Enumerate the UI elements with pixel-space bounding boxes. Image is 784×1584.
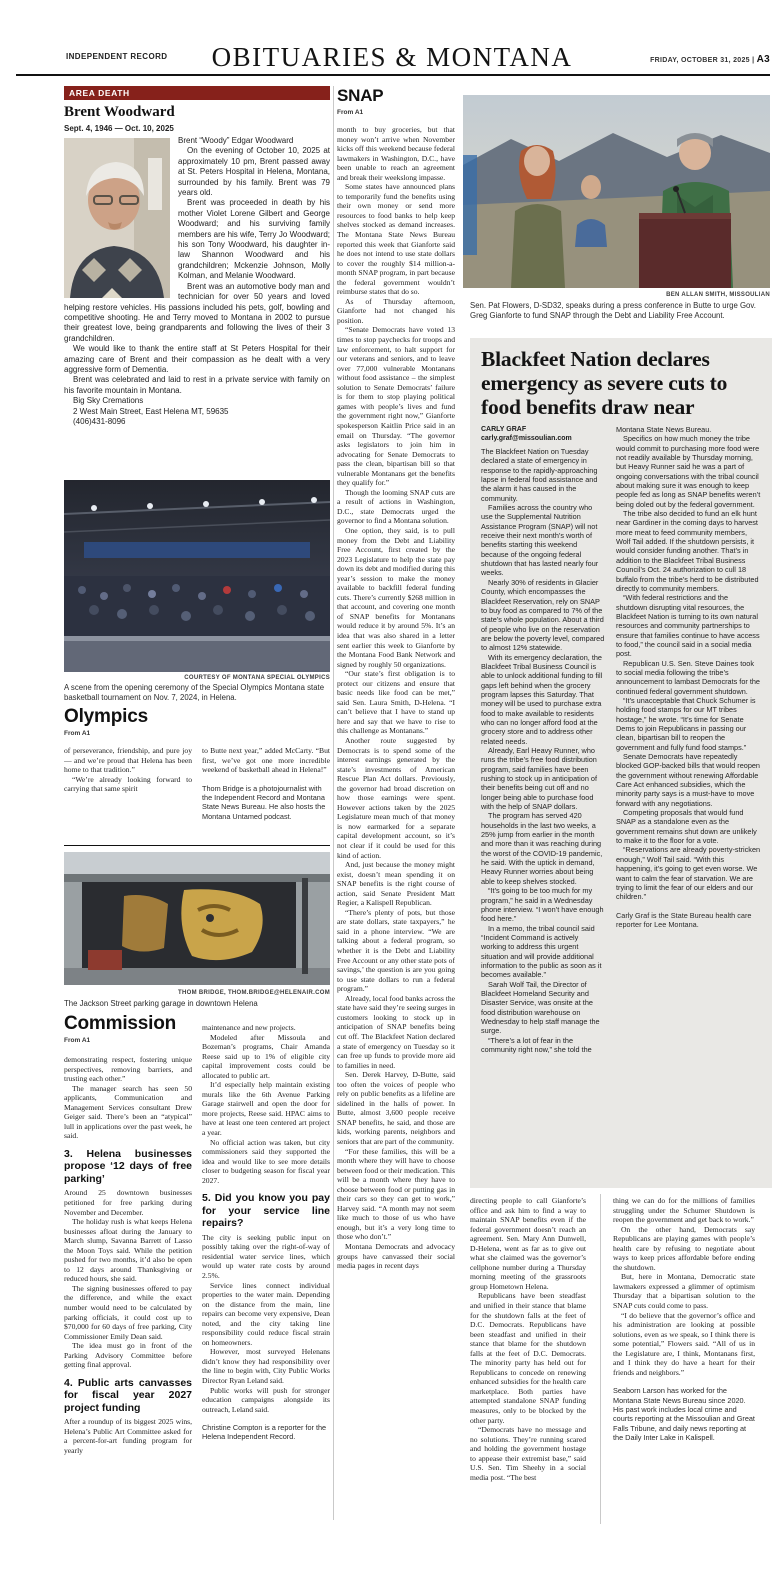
- mural-credit: THOM BRIDGE, THOM.BRIDGE@HELENAIR.COM: [178, 990, 330, 996]
- paragraph: Senate Democrats have repeatedly blocked GOP-backed bills that would reopen the government without renewing Affordable Care Act enhanced subsidies, which the minority party says is a must-have to move forward with any negotiations.: [616, 752, 760, 808]
- paragraph: Public works will push for stronger education campaigns alongside its outreach, Leland said.: [202, 1385, 330, 1414]
- paragraph: “It’s going to be too much for my program,” he said in a Wednesday phone interview. “I won’t have enough food here.”: [481, 886, 604, 924]
- paragraph: “There’s a lot of fear in the community right now,” she told the: [481, 1035, 592, 1054]
- olympics-col1: [64, 746, 192, 842]
- obituary-name: Brent Woodward: [64, 104, 175, 120]
- olympics-tagline: Thom Bridge is a photojournalist with the Independent Record and Montana State News Bureau. He also hosts the Montana Untamed podcast.: [202, 783, 326, 821]
- paragraph: Though the looming SNAP cuts are a result of actions in Washington, D.C., state Democrats urged the governor to find a Montana solution.: [337, 487, 455, 526]
- paragraph: The holiday rush is what keeps Helena businesses afloat during the January to March slump, Savanna Barrett of Lasso the Moon Toys said. While the petition pushed for two months, it’d also be open to 12 days around Thanksgiving or reduced hours, she said.: [64, 1217, 192, 1284]
- paragraph: “We’re already looking forward to carrying that same spirit: [64, 774, 192, 794]
- press-photo-caption: Sen. Pat Flowers, D-SD32, speaks during a press conference in Butte to urge Gov. Greg Gianforte to fund SNAP through the Debt and Liability Free Account.: [470, 301, 756, 320]
- paragraph: “It’s unacceptable that Chuck Schumer is holding food stamps for our MT tribes hostage,” he wrote. “It’s time for Senate Dems to join Republicans in passing our clean, bipartisan bill to reopen the government and fully fund food stamps.”: [616, 695, 756, 752]
- paragraph: “Our state’s first obligation is to protect our citizens and ensure that basic needs like food can be met,” said Sen. Laura Smith, D-Helena. “I can’t believe that I have to stand up here and say that we have to rise to this challenge as Montanans.”: [337, 669, 455, 736]
- paragraph: 2 West Main Street, East Helena MT, 59635: [73, 406, 229, 416]
- paragraph: “I do believe that the governor’s office and his administration are looking at possible solutions, even as we speak, so I think there is some potential,” Flowers said. “All of us in the Legislature are, I think, Montanans first, and I think they do have a heart for their friends and neighbors.”: [613, 1310, 755, 1377]
- press-conference-photo: [463, 95, 770, 288]
- paragraph: However, most surveyed Helenans didn’t know they had responsibility over the line to begin with, City Public Works Director Ryan Leland said.: [202, 1347, 330, 1385]
- blackfeet-col1-text: [481, 447, 605, 1149]
- special-olympics-caption: A scene from the opening ceremony of the Special Olympics Montana state basketball tournament on Nov. 7, 2024, in Helena.: [64, 683, 325, 702]
- mural-photo: [64, 852, 330, 985]
- press-photo-credit: BEN ALLAN SMITH, MISSOULIAN: [666, 292, 770, 298]
- paragraph: maintenance and new projects.: [202, 1023, 296, 1032]
- snap-continued: From A1: [337, 109, 364, 116]
- paragraph: The idea must go in front of the Parking Advisory Committee before getting final approval.: [64, 1341, 192, 1370]
- paragraph: Already, Earl Heavy Runner, who runs the tribe’s free food distribution program, said families have been rushing to stock up in anticipation of their benefits being cut off and no longer being able to purchase food with the help of SNAP dollars.: [481, 746, 598, 812]
- subheading: 3. Helena businesses propose ‘12 days of free parking’: [64, 1147, 192, 1185]
- paragraph: One option, they said, is to pull money from the Debt and Liability Free Account, first created by the 2023 Legislature to help the state pay down its debt and modified during this year’s session to make the money available to backfill federal funding cuts. There’s currently $268 million in that account, and covering one month of SNAP benefits for Montanans would reduce it by around 5%. It’s an idea that was also shared in a letter sent earlier this week to Gianforte by the Montana Food Bank Network and signed by roughly 50 organizations.: [337, 525, 455, 669]
- paragraph: The program has served 420 households in the last two weeks, a 25% jump from earlier in the month and more than it was reaching during the worst of the COVID-19 pandemic, he said. With the uptick in demand, Heavy Runner worries about being able to keep shelves stocked.: [481, 811, 603, 886]
- snap-tagline: Seaborn Larson has worked for the Montana State News Bureau since 2020. His past work includes local crime and courts reporting at the Missoulian and Great Falls Tribune, and daily news reporting at the Daily Inter Lake in Kalispell.: [613, 1386, 755, 1442]
- paragraph: As of Thursday afternoon, Gianforte had not changed his position.: [337, 296, 455, 325]
- page-number: A3: [756, 54, 770, 65]
- obituary-body: [64, 136, 330, 474]
- paragraph: month to buy groceries, but that money won’t arrive when November kicks off this weekend because federal lawmakers in Washington, D.C., have been unable to reach an agreement and break their weekslong impasse.: [337, 125, 455, 182]
- snap-col1-text: [337, 125, 455, 1271]
- section-title: OBITUARIES & MONTANA: [211, 42, 573, 72]
- paragraph: And, just because the money might exist, doesn’t mean spending it on SNAP benefits is the right course of action, said Senate President Matt Regier, a Kalispell Republican.: [337, 860, 455, 908]
- obituary-dates: Sept. 4, 1946 — Oct. 10, 2025: [64, 124, 174, 133]
- paragraph: In a memo, the tribal council said “Incident Command is actively working to address this urgent situation and will provide additional information to the public as soon as it becomes available.”: [481, 923, 602, 980]
- paragraph: On the other hand, Democrats say Republicans are playing games with people’s health care by refusing to negotiate about ways to keep prices affordable before ending the shutdown.: [613, 1224, 755, 1272]
- column-divider: [333, 86, 334, 1520]
- paragraph: It’d especially help maintain existing murals like the 6th Avenue Parking Garage stairwell and open the door for more projects, Reese said. HPAC aims to have at least one teen centered art project a year.: [202, 1080, 330, 1138]
- paragraph: No official action was taken, but city commissioners said they supported the idea and would like to see more details closer to budgeting season for fiscal year 2027.: [202, 1137, 330, 1185]
- commission-col2: [202, 1023, 330, 1583]
- paragraph: Brent was proceeded in death by his mother Violet Lorene Gilbert and George Woodward; and his surviving family members are his wife, Terry Jo Woodward; his son Tony Woodward, his daughter in-law Shannon Woodward and his grandchildren; Mckenzie Johnson, Molly Kolman, and Melanie Woodward.: [178, 198, 330, 281]
- commission-col1: [64, 1055, 192, 1583]
- olympics-col2: [202, 746, 330, 842]
- paragraph: “There’s plenty of pots, but those are state dollars, state taxpayers,” he said in a phone interview. “We are talking about a federal program, so whether it is the Debt and Liability Free Account or any other state pots of savings,’ the question is are you going to use state dollars to run a federal program.”: [337, 907, 455, 994]
- paragraph: Families across the country who use the Supplemental Nutrition Assistance Program (SNAP) will not receive their next month’s worth of benefits starting this weekend because of the ongoing federal shutdown that has lasted nearly four weeks.: [481, 503, 599, 578]
- obituary-photo: [64, 138, 170, 298]
- paragraph: to Butte next year,” added McCarty. “But first, we’ve got one more incredible weekend of basketball ahead in Helena!”: [202, 746, 330, 775]
- blackfeet-col1: [481, 425, 605, 1149]
- paragraph: Nearly 30% of residents in Glacier County, which encompasses the Blackfeet Reservation, rely on SNAP to buy food as compared to 7% of the state’s whole population. About a third of people who live on the reservation are below the poverty level, compared to almost 12% statewide.: [481, 577, 605, 653]
- paragraph: directing people to call Gianforte’s office and ask him to find a way to maintain SNAP benefits even if the federal government doesn’t reach an agreement. Sen. Mary Ann Dunwell, D-Helena, went as far as to give out what she claimed was the governor’s cellphone number during a Thursday morning meeting of the grassroots group Hometown Helena.: [470, 1196, 586, 1291]
- paragraph: Brent was an automotive body man and technician for over 50 years and loved helping restore vehicles. His passions included his pets, golf, bowling and competitive shooting. He and Terry moved to Montana in 2002 to pursue their greatest love, being grandparents and following the lives of their 3 grandchildren.: [64, 281, 330, 343]
- paragraph: After a roundup of its biggest 2025 wins, Helena’s Public Art Committee asked for a percent-for-art funding program for yearly: [64, 1417, 192, 1455]
- paragraph: Brent was celebrated and laid to rest in a private service with family on his favorite mountain in Montana.: [64, 375, 330, 395]
- olympics-heading: Olympics: [64, 706, 148, 727]
- special-olympics-photo: [64, 480, 330, 672]
- paragraph: The signing businesses offered to pay the difference, and while the exact number would need to be calculated by parking officials, it could cost up to $70,000 for 60 days of free parking, City Commissioner Emily Dean said.: [64, 1283, 192, 1341]
- blackfeet-col2-text: [616, 425, 761, 902]
- paragraph: thing we can do for the millions of families struggling under the Schumer Shutdown is reopen the government and get back to work.”: [613, 1196, 755, 1225]
- mural-caption: The Jackson Street parking garage in downtown Helena: [64, 999, 258, 1008]
- paragraph: “Reservations are already poverty-stricken enough,” Wolf Tail said. “With this happening, it’s going to get even worse. We want to calm the fear of starvation. We are trying to limit the fear of our elders and our children.”: [616, 845, 761, 902]
- paragraph: “For these families, this will be a month where they will have to choose between food or their medication. This will be a month where they have to choose between food or putting gas in their cars so they can get to work,” Harvey said. “A month may not seem like much to those of us who have enough, but it’s a very long time to those who don’t.”: [337, 1146, 455, 1242]
- paragraph: (406)431-8096: [73, 416, 126, 426]
- date-text: FRIDAY, OCTOBER 31, 2025 |: [650, 57, 755, 64]
- paragraph: Montana Democrats and advocacy groups have canvassed their social media pages in recent days: [337, 1241, 455, 1271]
- blackfeet-col2: [616, 425, 761, 1149]
- blackfeet-byline-email: carly.graf@missoulian.com: [481, 435, 572, 442]
- paragraph: Around 25 downtown businesses petitioned for free parking during November and December.: [64, 1188, 192, 1217]
- paragraph: Republicans have been steadfast and unified in their stance that blame for the shutdown falls at the feet of D.C. Democrats. Republicans have been steadfast and unified in their stance that blame for the shutdown falls at the feet of D.C. Democrats. The minority party has held out for Republicans to concede on renewing enhanced subsidies for the health care marketplace. Both parties have attempted standalone SNAP funding measures, only to be blocked by the other party.: [470, 1291, 586, 1425]
- olympics-continued: From A1: [64, 730, 91, 737]
- blackfeet-tagline: Carly Graf is the State Bureau health care reporter for Lee Montana.: [616, 910, 752, 929]
- blackfeet-article-box: [470, 338, 772, 1188]
- commission-col2-text: [202, 1023, 330, 1414]
- portrait-image: [64, 138, 170, 298]
- paragraph: Some states have announced plans to temporarily fund the benefits using their own money or send more resources to food banks to help keep shelves stocked as demand increases. The Montana State News Bureau reported this week that Gianforte said he does not intend to use state dollars to cover the roughly $14 million-a-month SNAP program, in part because the federal government wouldn’t reimburse states that do so.: [337, 182, 455, 297]
- paragraph: Big Sky Cremations: [73, 396, 144, 406]
- column-divider: [600, 1194, 601, 1524]
- paragraph: Sarah Wolf Tail, the Director of Blackfeet Homeland Security and Disaster Service, was onsite at the food distribution warehouse on Wednesday to help staff manage the surge.: [481, 979, 600, 1036]
- paragraph: “Senate Democrats have voted 13 times to stop paychecks for troops and law enforcement, to halt support for our veterans and seniors, and to leave over 77,000 vulnerable Montanans without food assistance – the simplest solution to Senate Democrats’ failure is for them to stop playing political games with people’s lives and fund the government right now,” Gianforte spokesperson Kaitlin Price said in an email on Thursday. “The governor asks legislators to join him in advocating for Senate Democrats to pass the clean, bipartisan bill so that vulnerable Montanans get the benefits they qualify for.”: [337, 325, 455, 488]
- commission-tagline: Christine Compton is a reporter for the Helena Independent Record.: [202, 1423, 327, 1442]
- area-death-label: AREA DEATH: [64, 86, 330, 100]
- paragraph: Republican U.S. Sen. Steve Daines took to social media following the tribe’s announcement to lambast Democrats for the continued federal government shutdown.: [616, 658, 760, 696]
- paragraph: Another route suggested by Democrats is to spend some of the interest earnings generated by the state’s investments of American Rescue Plan Act dollars. Previously, the governor had broad discretion on how those earnings were spent. However actions taken by the 2025 Legislature mean much of that money is now earmarked for a separate capital development account, so it’s not clear if it could be used for this kind of action.: [337, 736, 455, 860]
- paragraph: “With federal restrictions and the shutdown disrupting vital resources, the Blackfeet Nation is turning to its own natural resources and community partnerships to ensure that families continue to have access to food,” the council said in a social media post.: [616, 593, 760, 659]
- date-and-page: [650, 54, 770, 65]
- paragraph: Already, local food banks across the state have said they’re seeing surges in customers looking to stock up in anticipation of SNAP benefits being cut off. The Blackfeet Nation declared a state of emergency on Tuesday so it can free up funds to provide more aid to families in need.: [337, 993, 455, 1070]
- special-olympics-credit: COURTESY OF MONTANA SPECIAL OLYMPICS: [184, 675, 330, 681]
- paragraph: We would like to thank the entire staff at St Peters Hospital for their amazing care of Brent and their compassion as he dealt with a very aggressive form of Dementia.: [64, 344, 330, 374]
- paragraph: The Blackfeet Nation on Tuesday declared a state of emergency in response to the rapidly-approaching lapse in federal food assistance and the alarm it has caused in the community.: [481, 447, 598, 503]
- paragraph: Specifics on how much money the tribe would commit to purchasing more food were not readily available by Thursday morning, but Heavy Runner said he was a part of ongoing conversations with the tribal council about making sure it was enough to keep people fed as long as SNAP benefits weren’t being doled out by the federal government.: [616, 434, 761, 509]
- paragraph: Sen. Derek Harvey, D-Butte, said too often the voices of people who rely on public benefits as a lifeline are sidelined in the halls of power. In Butte, almost 3,600 people receive SNAP benefits, he said, and those are kids, working parents, neighbors and seniors that are part of the community.: [337, 1070, 455, 1146]
- paragraph: But, here in Montana, Democratic state lawmakers expressed a glimmer of optimism Thursday that a bipartisan solution to the SNAP cuts could come to pass.: [613, 1272, 755, 1311]
- blackfeet-headline: Blackfeet Nation declares emergency as severe cuts to food benefits draw near: [481, 347, 728, 419]
- commission-heading: Commission: [64, 1013, 177, 1034]
- snap-col3: [613, 1196, 755, 1524]
- snap-col3-text: [613, 1196, 755, 1377]
- paragraph: Montana State News Bureau.: [616, 425, 712, 434]
- subheading: 5. Did you know you pay for your service line repairs?: [202, 1192, 330, 1230]
- blackfeet-byline: CARLY GRAF: [481, 426, 527, 433]
- paragraph: Competing proposals that would fund SNAP as a standalone even as the government remains shut down are unlikely to make it to the floor for a vote.: [616, 808, 757, 846]
- olympics-col2-text: [202, 746, 330, 775]
- snap-col2: [470, 1196, 586, 1524]
- paragraph: The city is seeking public input on possibly taking over the right-of-way of residential water service lines, which would up water rate costs by around 2.5%.: [202, 1232, 330, 1280]
- paragraph: With its emergency declaration, the Blackfeet Tribal Business Council is able to unlock additional funding to fill gaps left behind when the grocery program lapses this Saturday. That money will be used to purchase extra food to make available to residents who can no longer afford food at the grocery store and to address other related needs.: [481, 652, 603, 746]
- paragraph: Modeled after Missoula and Bozeman’s programs, Chair Amanda Reese said up to 1% of eligible city capital improvement costs could be allocated to public art.: [202, 1032, 330, 1080]
- paragraph: On the evening of October 10, 2025 at approximately 10 pm, Brent passed away at St. Peters Hospital in Helena, Montana, surrounded by his family. Brent was 79 years old.: [178, 146, 330, 198]
- paragraph: demonstrating respect, fostering unique perspectives, removing barriers, and trusting each other.”: [64, 1055, 192, 1084]
- subheading: 4. Public arts canvasses for fiscal year 2027 project funding: [64, 1376, 192, 1414]
- paragraph: “Democrats have no message and no solutions. They’re running scared and holding the government hostage to appease their extremist base,” said U.S. Sen. Tim Sheehy in a social media post. “The best: [470, 1425, 586, 1482]
- commission-continued: From A1: [64, 1037, 91, 1044]
- paragraph: Brent “Woody” Edgar Woodward: [178, 136, 294, 145]
- section-rule: [64, 845, 330, 846]
- left-column-block: [64, 84, 330, 1584]
- paragraph: Service lines connect individual properties to the water main. Depending on the distance from the main, line repairs can become very expensive, Dean noted, and the city taking line responsibility could reduce fiscal strain on homeowners.: [202, 1280, 330, 1347]
- paragraph: The manager search has seen 50 applicants, Communication and Management Services consultant Drew Geiger said. There’s been an “atypical” lull in applications over the past week, he said.: [64, 1083, 192, 1141]
- snap-heading: SNAP: [337, 86, 384, 105]
- masthead-rule: [16, 74, 770, 76]
- paragraph: The tribe also decided to fund an elk hunt near Gardiner in the coming days to harvest more meat to feed community members, Wolf Tail added. If the shutdown persists, it would consider funding another. That’s in addition to the Blackfeet Tribal Business Council’s Oct. 24 authorization to cull 18 buffalo from the tribe’s herd to be distributed directly to community members.: [616, 509, 759, 593]
- snap-column: [337, 86, 455, 1524]
- paragraph: of perseverance, friendship, and pure joy — and we’re proud that Helena has been home to that tradition.”: [64, 746, 192, 775]
- publication-name: INDEPENDENT RECORD: [66, 52, 168, 61]
